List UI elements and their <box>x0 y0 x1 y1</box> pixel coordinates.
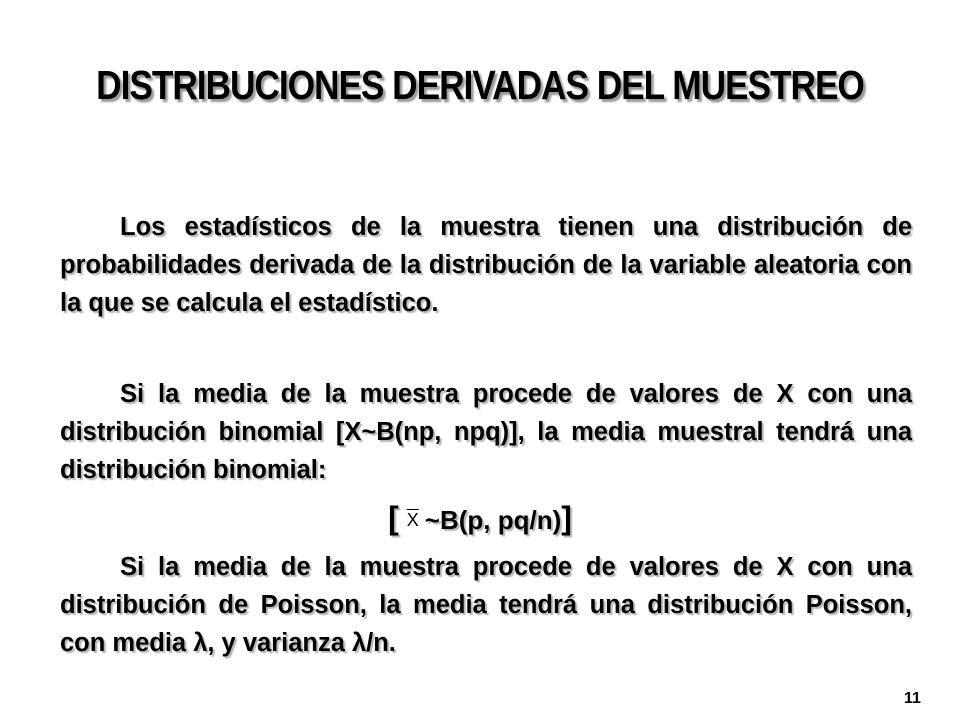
paragraph-1-text: Los estadísticos de la muestra tienen una distribución de probabilidades derivada de la distribución de la variable aleatoria con la que se calcula el estadístico. <box>60 213 912 317</box>
slide-title: DISTRIBUCIONES DERIVADAS DEL MUESTREO <box>96 62 864 108</box>
formula-close-bracket: ] <box>561 500 572 536</box>
paragraph-2-text: Si la media de la muestra procede de valores de X con una distribución binomial [X~B(np, npq)], la media muestral tendrá una distribución binomial: <box>60 380 912 484</box>
formula-mean-variable: $\overline{X}$ <box>406 510 419 530</box>
page-number: 11 <box>904 690 921 707</box>
paragraph-3 <box>60 548 912 662</box>
formula-expression: ~B(p, pq/n) <box>424 505 562 535</box>
binomial-formula <box>0 500 960 537</box>
formula-open-bracket: [ <box>388 500 399 536</box>
paragraph-1 <box>60 208 912 322</box>
paragraph-2 <box>60 375 912 489</box>
paragraph-3-text: Si la media de la muestra procede de valores de X con una distribución de Poisson, la media tendrá una distribución Poisson, con media λ, y varianza λ/n. <box>60 553 912 657</box>
